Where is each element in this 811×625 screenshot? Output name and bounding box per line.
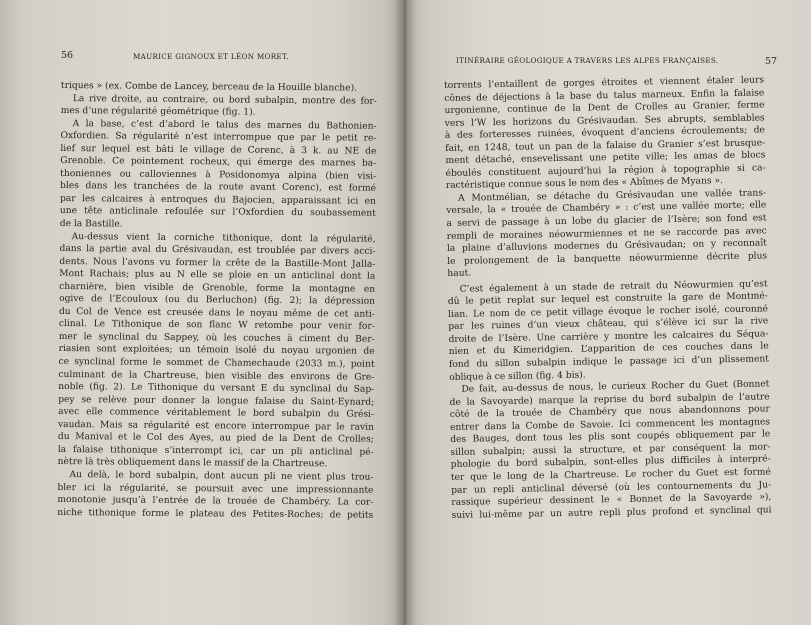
text-line: le prolongement de la banquette néowurmienne décrite plus	[447, 251, 768, 267]
text-line: avec elle commence véritablement le bord subalpin du Grési-	[58, 407, 375, 420]
text-line: thoniennes ou calloviennes à Posidonomya alpina (bien visi-	[60, 168, 377, 182]
text-line: rempli de moraines néowurmiennes et ne se raccorde pas avec	[446, 225, 767, 242]
text-line: La rive droite, au contraire, ou bord subalpin, montre des for-	[72, 93, 377, 107]
left-page	[0, 0, 404, 625]
text-line: bles dans les tranchées de la route avant Corenc), est formé	[60, 181, 377, 195]
text-line: rassique supérieur dessinent le « Bonnet de la Savoyarde »),	[451, 492, 772, 508]
text-line: ce synclinal forme le sommet de Chamechaude (2033 m.), point	[58, 357, 375, 370]
text-line: la falaise tithonique s’interrompt ici, car un pli anticlinal pé-	[57, 444, 374, 458]
text-line: vers l’W les horizons du Grésivaudan. Ses abrupts, semblables	[444, 113, 765, 129]
text-line: mes d’une régularité géométrique (fig. 1).	[60, 106, 256, 118]
text-line: mer le synclinal du Sappey, où les couches à ciment du Ber-	[58, 331, 375, 345]
text-line: urgonienne, continue de la Dent de Crolles au Granier, ferme	[444, 100, 765, 117]
text-line: éboulés constituent aujourd’hui la région à topographie si ca-	[445, 163, 766, 179]
right-page	[404, 0, 811, 625]
book-gutter-shadow	[394, 0, 416, 625]
text-line: C’est également à un stade de retrait du Néowurmien qu’est	[459, 279, 768, 295]
text-line: bler ici la régularité, se poursuit avec une impressionnante	[57, 482, 374, 496]
text-line: charnière, bien visible de Grenoble, forme la montagne en	[59, 281, 376, 295]
text-line: Au-dessus vient la corniche tithonique, dont la régularité,	[71, 231, 376, 245]
text-line: niche tithonique forme le plateau des Petites-Roches; de petits	[57, 507, 374, 521]
text-line: cônes de déjections à la base du talus marneux. Enfin la falaise	[444, 87, 765, 104]
text-line: par les ruines d’un vieux château, qui s’élève ici sur la rive	[448, 316, 769, 333]
text-line: sillon subalpin; aussi la structure, et par conséquent la mor-	[450, 442, 771, 458]
left-body-text	[57, 80, 377, 522]
text-line: phologie du bord subalpin, sont-elles plus difficiles à interpré-	[450, 454, 771, 471]
text-line: De fait, au-dessus de nous, le curieux Rocher du Guet (Bonnet	[461, 379, 770, 395]
text-line: dans la partie aval du Grésivaudan, est troublée par divers acci-	[59, 244, 376, 257]
page-number-right: 57	[765, 56, 778, 67]
text-line: lian. Le nom de ce petit village évoque le rocher isolé, couronné	[448, 304, 769, 320]
text-line: par les calcaires à entroques du Bajocien, apparaissant ici en	[59, 193, 376, 207]
text-line: torrents l’entaillent de gorges étroites et viennent étaler leurs	[444, 75, 765, 91]
text-line: nien et du Kimeridgien. L’apparition de ces couches dans le	[448, 341, 769, 358]
text-line: dû le petit replat sur lequel est construite la gare de Montmé-	[447, 291, 768, 308]
text-line: Grenoble. Ce pointement rocheux, qui émerge des marnes ba-	[60, 156, 377, 170]
text-line: fait, en 1248, tout un pan de la falaise du Granier s’est brusque-	[445, 138, 766, 154]
text-line: ractéristique connue sous le nom des « Abîmes de Myans ».	[445, 176, 724, 192]
text-line: vaudan. Mais sa régularité est encore interrompue par le ravin	[57, 419, 375, 433]
text-line: entrer dans la Combe de Savoie. Ici commencent les montagnes	[449, 417, 771, 433]
text-line: de la Bastille.	[59, 219, 123, 230]
running-header-right: ITINÉRAIRE GÉOLOGIQUE A TRAVERS LES ALPES FRANÇAISES.	[456, 56, 719, 65]
text-line: droite de l’Isère. Une carrière y montre les calcaires du Séqua-	[448, 329, 769, 345]
page-number-left: 56	[61, 50, 74, 61]
text-line: suivi lui-même par un autre repli plus profond et synclinal qui	[451, 504, 772, 521]
text-line: haut.	[447, 268, 472, 280]
text-line: de la Savoyarde) marque la reprise du bord subalpin de l’autre	[449, 392, 770, 408]
text-line: versale, la « trouée de Chambéry » : c’est une vallée morte; elle	[446, 200, 767, 217]
text-line: oblique à ce sillon (fig. 4 bis).	[449, 370, 586, 383]
text-line: pey se relève pour donner la longue falaise du Saint-Eynard;	[58, 394, 375, 408]
text-line: des Bauges, dont tous les plis sont coupés obliquement par le	[450, 429, 771, 446]
text-line: fond du sillon subalpin indique le passage ici d’un plissement	[448, 354, 770, 370]
text-line: noble (fig. 2). Le Tithonique du versant E du synclinal du Sap-	[58, 382, 375, 395]
text-line: monotonie jusqu’à l’entrée de la trouée de Chambéry. La cor-	[57, 495, 374, 508]
text-line: par un repli anticlinal déversé (où les contournements du Ju-	[451, 479, 772, 496]
text-line: ogive de l’Ecouloux (ou du Berluchon) (fig. 2); la dépression	[59, 294, 376, 308]
text-line: la plaine d’alluvions modernes du Grésivaudan; on y reconnaît	[446, 238, 767, 255]
text-line: culminant de la Chartreuse, bien visible des environs de Gre-	[58, 369, 375, 383]
text-line: Au delà, le bord subalpin, dont aucun pli ne vient plus trou-	[69, 470, 374, 483]
text-line: du Col de Vence est creusée dans le noyau même de cet anti-	[58, 306, 376, 320]
text-line: du Manival et le Col des Ayes, au pied de la Dent de Crolles;	[57, 432, 374, 446]
running-header-left: MAURICE GIGNOUX ET LÉON MORET.	[133, 52, 289, 61]
text-line: Oxfordien. Sa régularité n’est interrompue que par le petit re-	[60, 131, 377, 144]
text-line: riasien sont exploitées; un témoin isolé du noyau urgonien de	[58, 344, 375, 358]
right-body-text	[444, 74, 772, 522]
text-line: A la base, c’est d’abord le talus des marnes du Bathonien-	[72, 118, 377, 132]
text-line: ter que le long de la Chartreuse. Le rocher du Guet est formé	[450, 467, 771, 483]
text-line: à des forteresses ruinées, évoquent d’anciens écroulements; de	[444, 125, 766, 142]
text-line: a servi de passage à un lobe du glacier de l’Isère; son fond est	[446, 213, 767, 229]
text-line: côté de la trouée de Chambéry que nous abandonnons pour	[449, 404, 770, 421]
text-line: clinal. Le Tithonique de son flanc W retombe pour venir for-	[58, 319, 375, 333]
text-line: lief sur lequel est bâti le village de Corenc, à 3 k. au NE de	[60, 143, 377, 157]
text-line: dents. Nous l’avons vu former la crête de la Bastille-Mont Jalla-	[59, 256, 376, 270]
text-line: nètre là très obliquement dans le massif de la Chartreuse.	[57, 457, 328, 470]
text-line: ment détaché, ensevelissant une petite ville; les amas de blocs	[445, 150, 766, 167]
text-line: une tête anticlinale refoulée sur l’Oxfordien du soubassement	[59, 206, 376, 220]
text-line: A Montmélian, se détache du Grésivaudan une vallée trans-	[457, 188, 767, 204]
text-line: Mont Rachais; plus au N elle se ploie en un anticlinal dont la	[59, 269, 376, 282]
text-line: triques » (ex. Combe de Lancey, berceau de la Houille blanche).	[60, 80, 358, 94]
